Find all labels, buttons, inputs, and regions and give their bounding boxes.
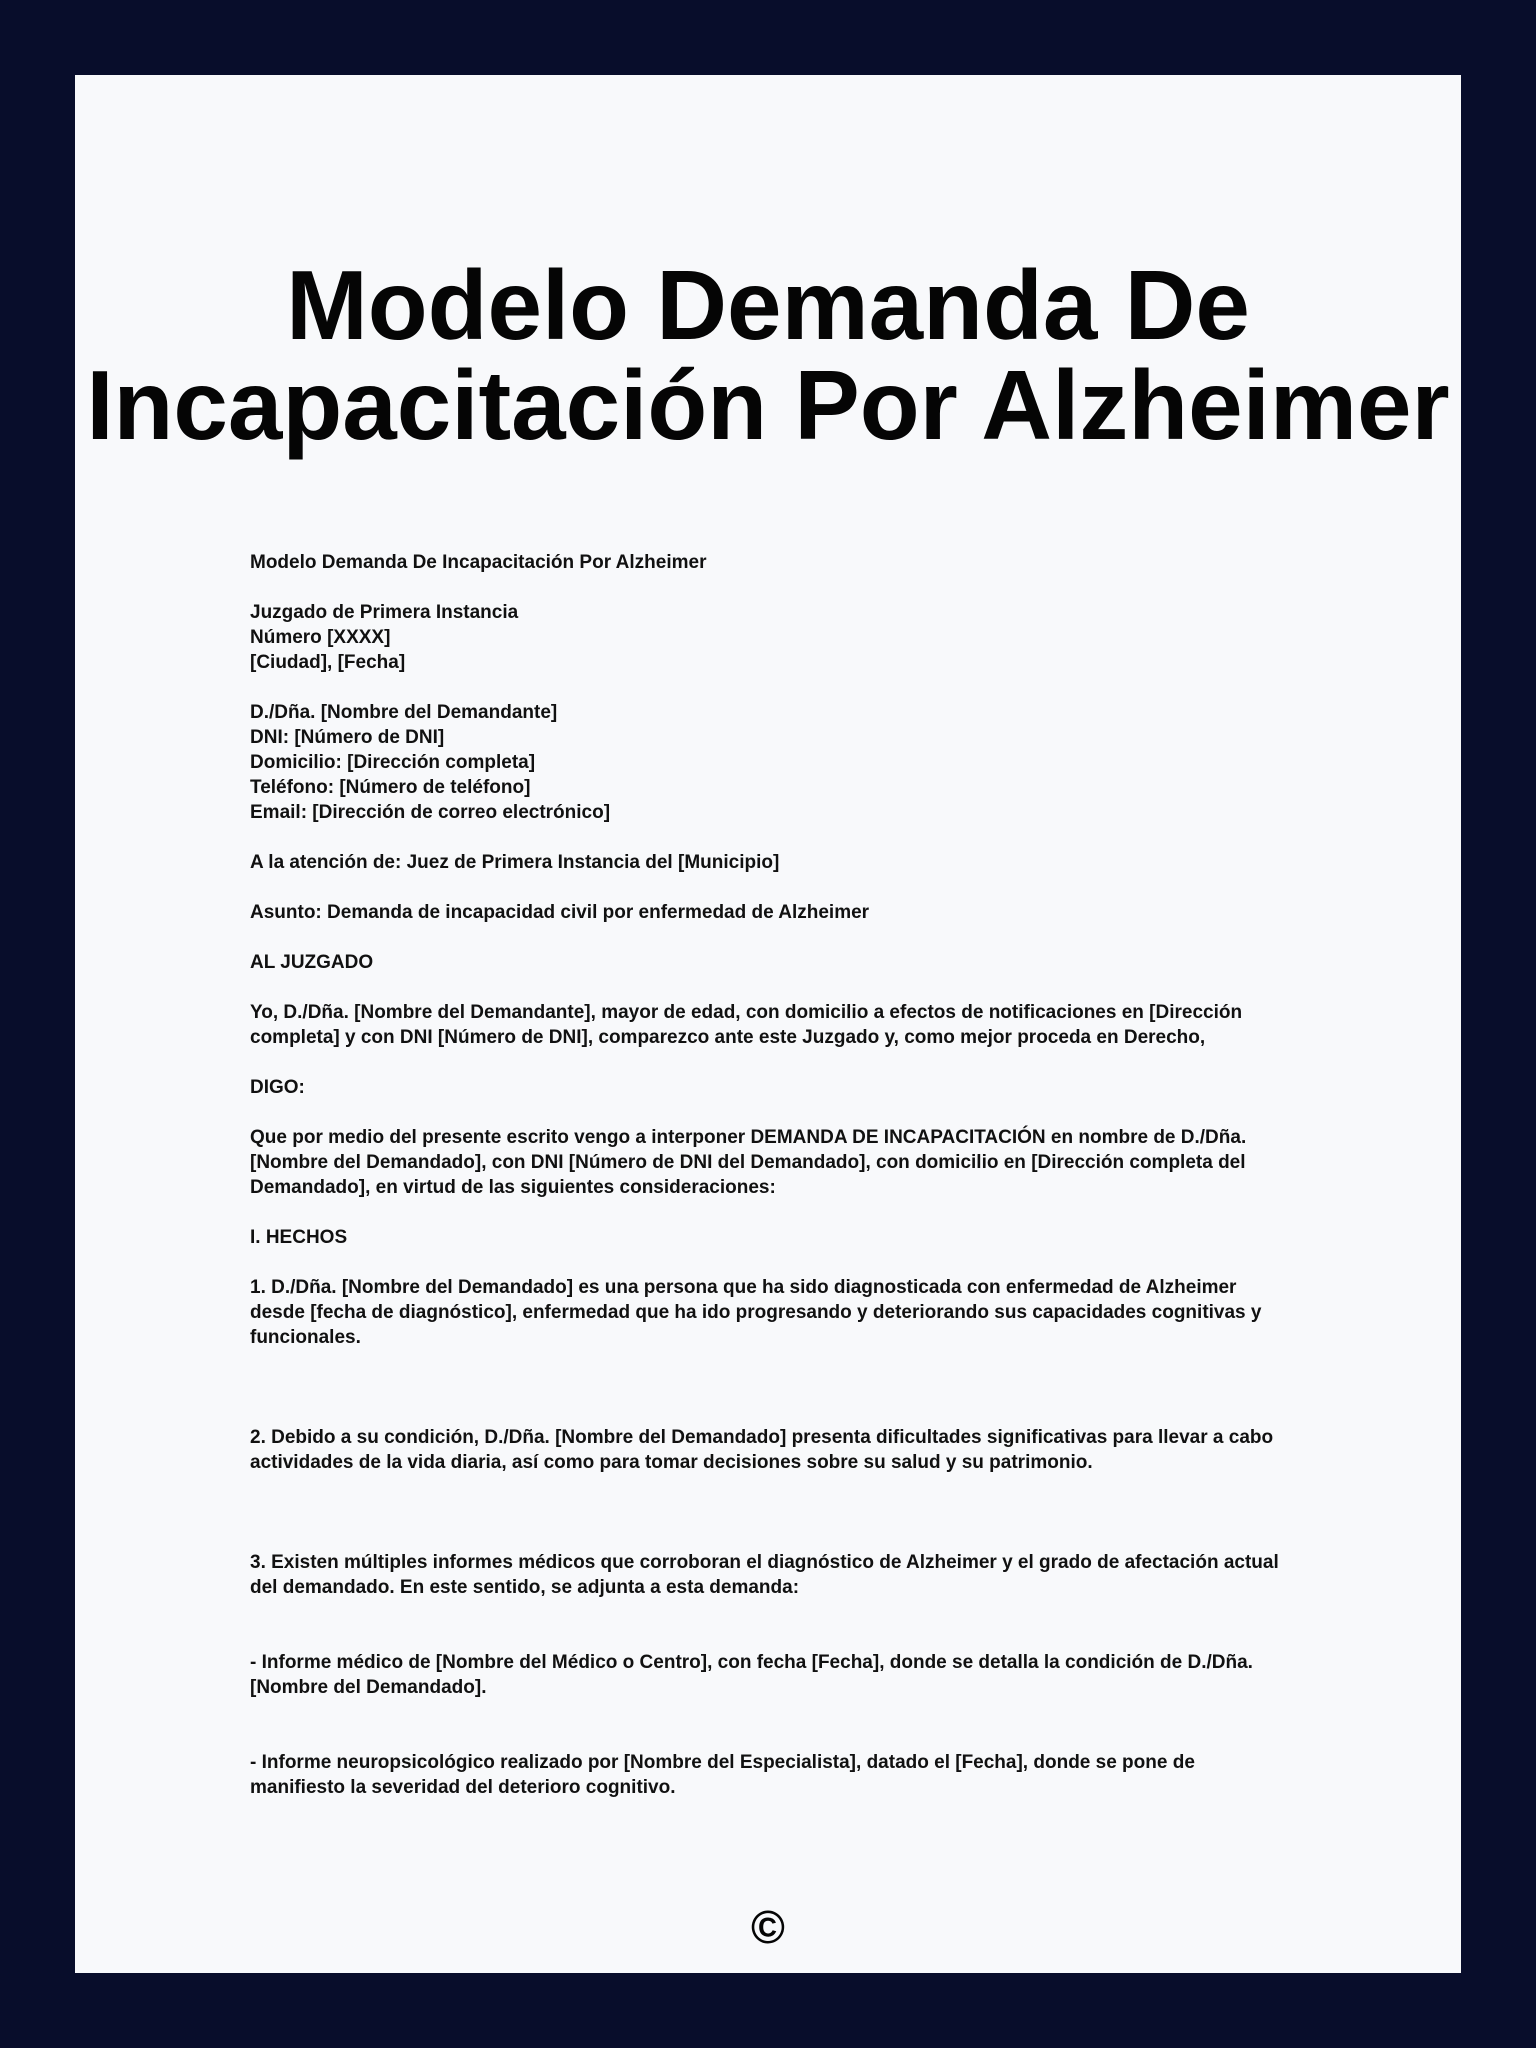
city-date: [Ciudad], [Fecha]: [250, 652, 406, 673]
fact-2-paragraph: 2. Debido a su condición, D./Dña. [Nombre del Demandado] presenta dificultades significativas para llevar a cabo actividades de la vida diaria, así como para tomar decisiones sobre su salud y su patrimonio.: [250, 1427, 1274, 1473]
neuropsych-report-item: - Informe neuropsicológico realizado por [Nombre del Especialista], datado el [Fecha], donde se pone de manifiesto la severidad del deterioro cognitivo.: [250, 1752, 1195, 1798]
copyright-icon: ©: [751, 1901, 785, 1953]
claimant-phone: Teléfono: [Número de teléfono]: [250, 777, 531, 798]
al-juzgado-heading: AL JUZGADO: [250, 952, 374, 973]
fact-1-paragraph: 1. D./Dña. [Nombre del Demandado] es una persona que ha sido diagnosticada con enfermedad de Alzheimer desde [fecha de diagnóstico], enfermedad que ha ido progresando y deteriorando sus capacidades cognitivas y funcionales.: [250, 1277, 1262, 1348]
page-title-line-1: Modelo Demanda De: [286, 250, 1250, 360]
claimant-dni: DNI: [Número de DNI]: [250, 727, 445, 748]
digo-heading: DIGO:: [250, 1077, 305, 1098]
document-page: [75, 75, 1461, 1973]
facts-section-heading: I. HECHOS: [250, 1227, 348, 1248]
statement-paragraph: Que por medio del presente escrito vengo a interponer DEMANDA DE INCAPACITACIÓN en nombre de D./Dña. [Nombre del Demandado], con DNI [Número de DNI del Demandado], con domicilio en [Dirección completa del Demandado], en virtud de las siguientes consideraciones:: [250, 1127, 1247, 1198]
claimant-name: D./Dña. [Nombre del Demandante]: [250, 702, 558, 723]
page-title: [45, 250, 1491, 460]
intro-paragraph: Yo, D./Dña. [Nombre del Demandante], mayor de edad, con domicilio a efectos de notificaciones en [Dirección completa] y con DNI [Número de DNI], comparezco ante este Juzgado y, como mejor proceda en Derecho,: [250, 1002, 1243, 1048]
court-name: Juzgado de Primera Instancia: [250, 602, 519, 623]
claimant-email: Email: [Dirección de correo electrónico]: [250, 802, 611, 823]
case-number: Número [XXXX]: [250, 627, 391, 648]
document-heading: Modelo Demanda De Incapacitación Por Alzheimer: [250, 552, 707, 573]
subject-line: Asunto: Demanda de incapacidad civil por enfermedad de Alzheimer: [250, 902, 870, 923]
document-body: [250, 550, 1290, 1800]
medical-report-item: - Informe médico de [Nombre del Médico o Centro], con fecha [Fecha], donde se detalla la condición de D./Dña. [Nombre del Demandado].: [250, 1652, 1253, 1698]
attention-line: A la atención de: Juez de Primera Instancia del [Municipio]: [250, 852, 780, 873]
page-title-line-2: Incapacitación Por Alzheimer: [86, 350, 1450, 460]
fact-3-paragraph: 3. Existen múltiples informes médicos que corroboran el diagnóstico de Alzheimer y el grado de afectación actual del demandado. En este sentido, se adjunta a esta demanda:: [250, 1552, 1279, 1598]
claimant-address: Domicilio: [Dirección completa]: [250, 752, 536, 773]
